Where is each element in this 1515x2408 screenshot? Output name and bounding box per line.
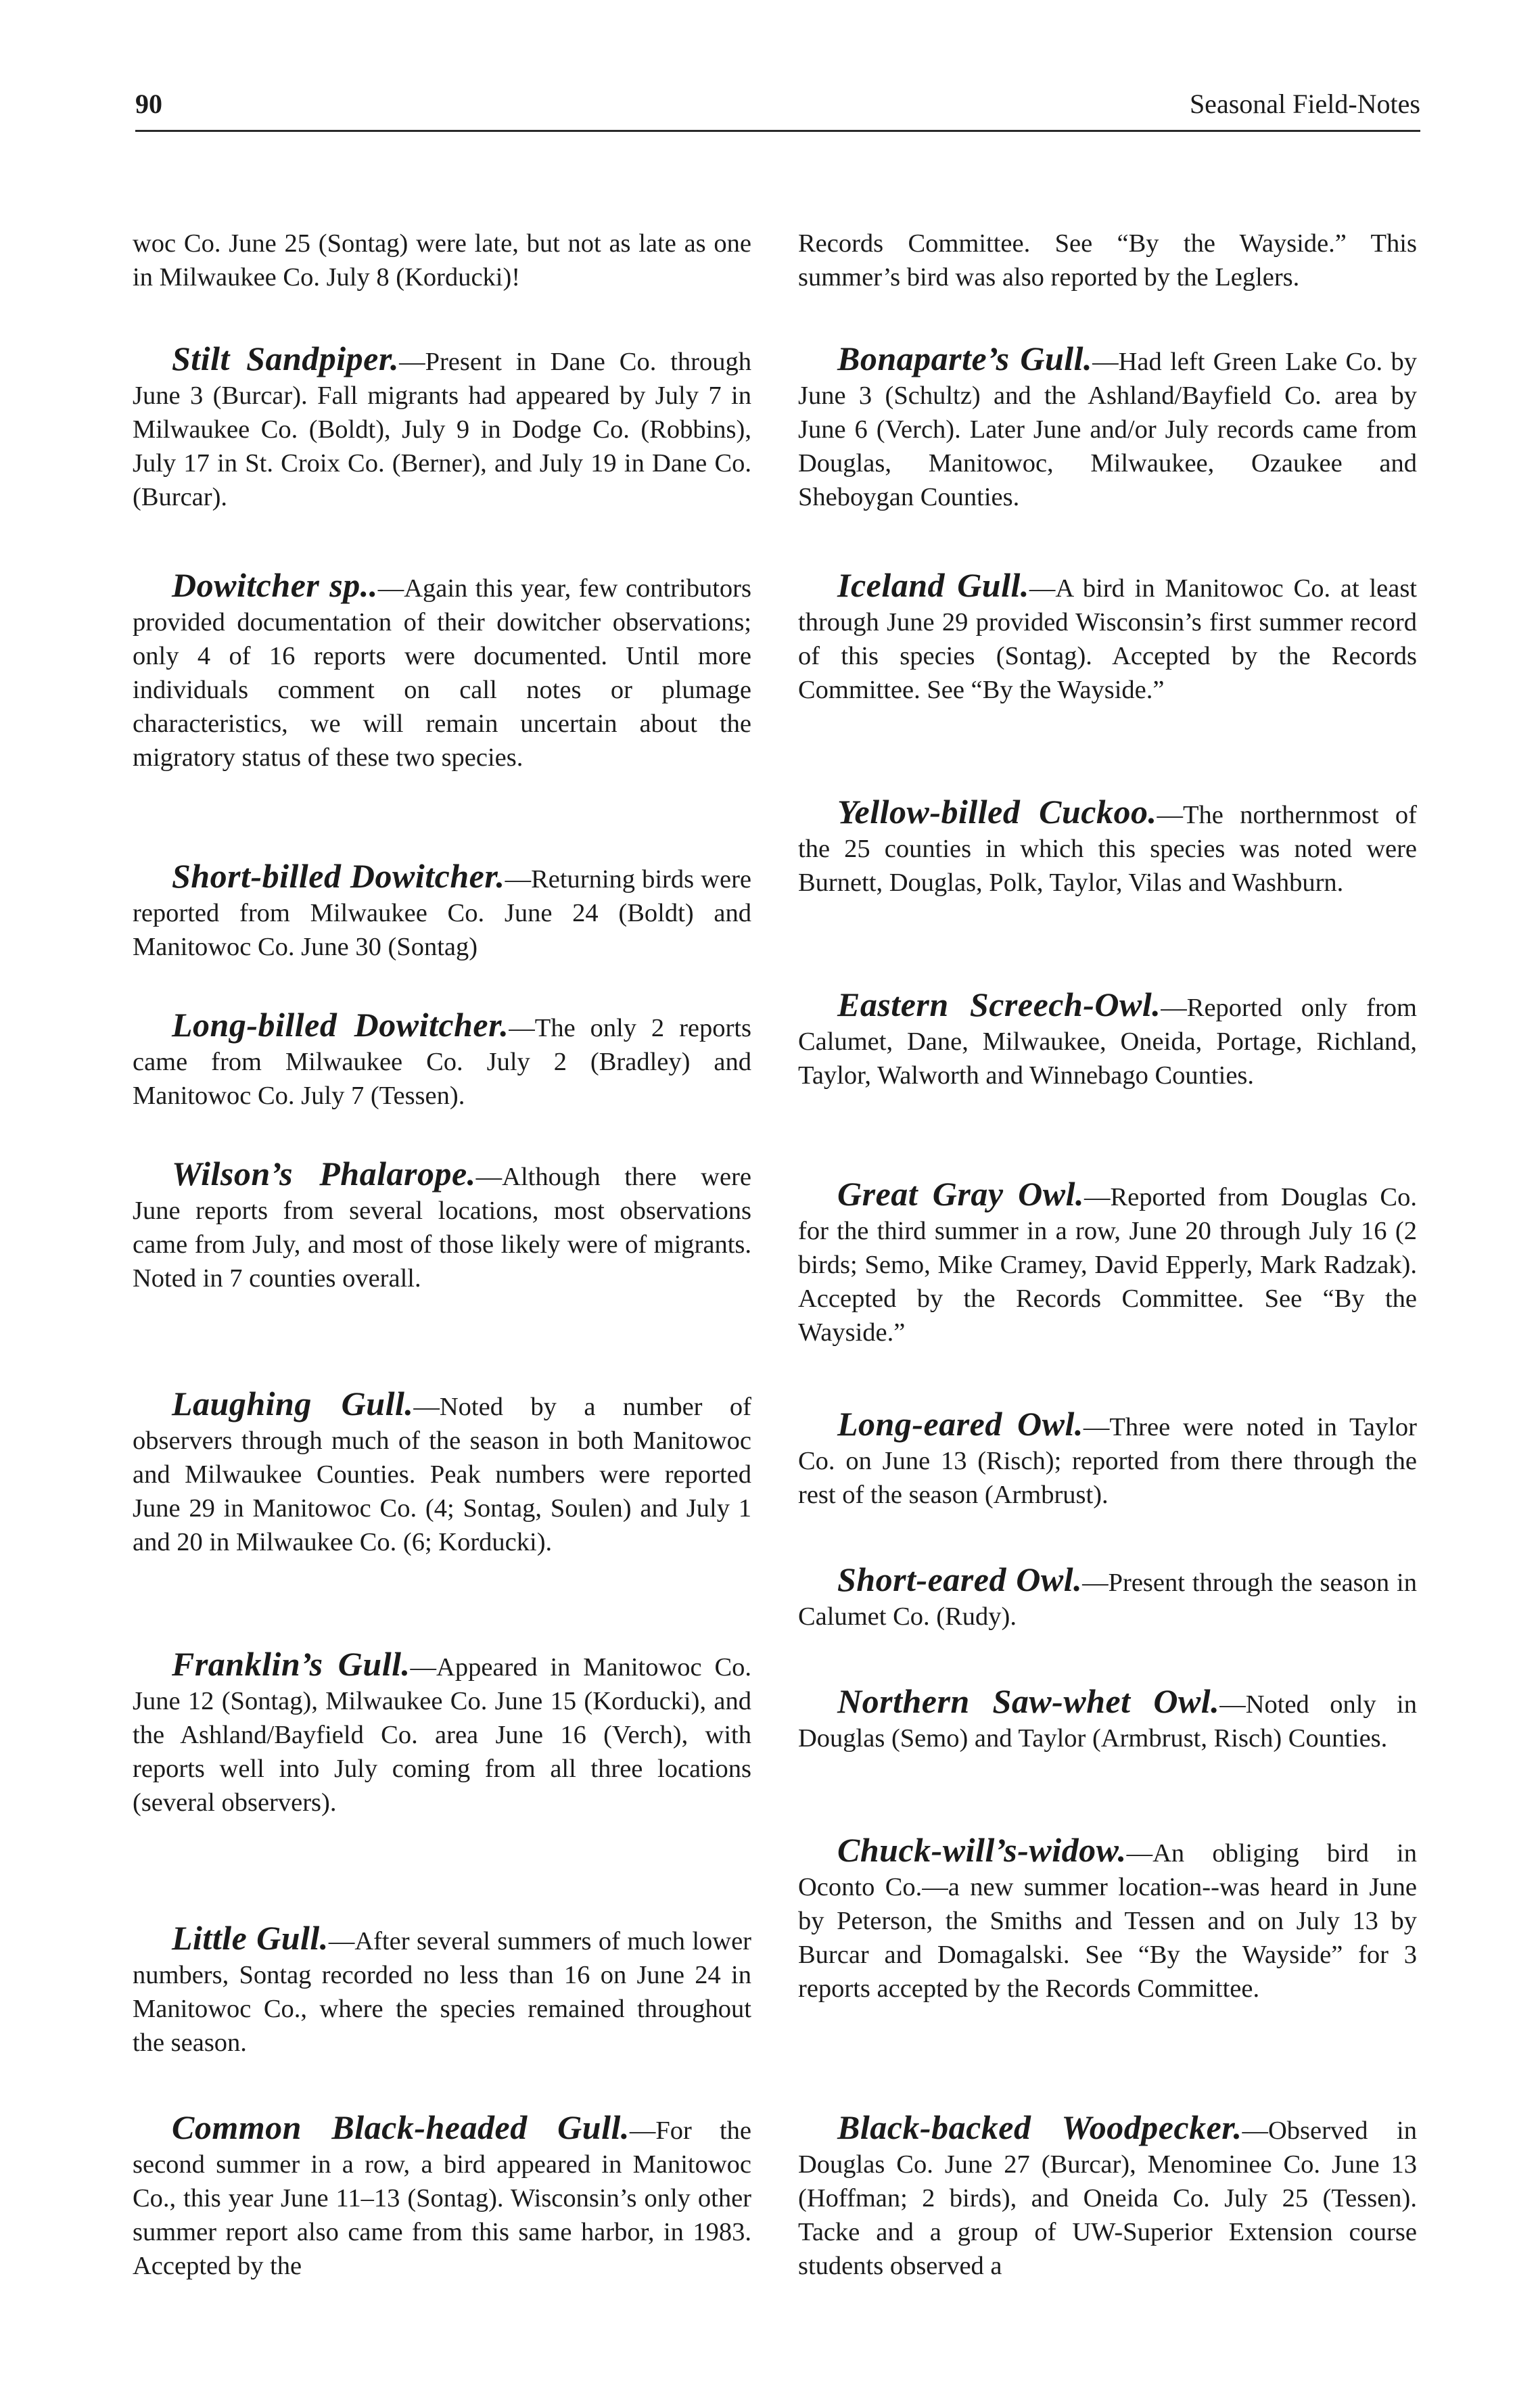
entry-text: —Present through the season in Calumet Co. (Rudy). <box>798 1569 1418 1631</box>
species-entry <box>133 1647 751 1820</box>
entry-text: —Present in Dane Co. through June 3 (Burcar). Fall migrants had appeared by July 7 in Milwaukee Co. (Boldt), July 9 in Dodge Co. (Robbins), July 17 in St. Croix Co. (Berner), and July 19 in Dane Co. (Burcar). <box>133 348 751 511</box>
entry-text: —Three were noted in Taylor Co. on June 13 (Risch); reported from there through the rest of the season (Armbrust). <box>798 1413 1417 1509</box>
species-entry <box>798 988 1417 1092</box>
entry-text: —Reported only from Calumet, Dane, Milwaukee, Oneida, Portage, Richland, Taylor, Walworth and Winnebago Counties. <box>798 994 1417 1090</box>
species-entry <box>798 2110 1417 2283</box>
page-number: 90 <box>135 89 162 119</box>
species-entry <box>133 223 751 294</box>
entry-text: —Although there were June reports from several locations, most observations came from July, and most of those likely were of migrants. Noted in 7 counties overall. <box>133 1163 751 1293</box>
species-entry <box>798 1684 1417 1755</box>
species-name: Little Gull. <box>172 1919 329 1957</box>
species-entry <box>798 1562 1417 1634</box>
entry-text: —Appeared in Manitowoc Co. June 12 (Sontag), Milwaukee Co. June 15 (Korducki), and the Ashland/Bayfield Co. area June 16 (Verch), with reports well into July coming from all three locations (several observers). <box>133 1653 751 1817</box>
entry-text: woc Co. June 25 (Sontag) were late, but not as late as one in Milwaukee Co. July 8 (Korducki)! <box>133 229 751 292</box>
species-entry <box>798 342 1417 514</box>
species-name: Long-billed Dowitcher. <box>172 1006 509 1044</box>
entry-text: —For the second summer in a row, a bird appeared in Manitowoc Co., this year June 11–13 (Sontag). Wisconsin’s only other summer report also came from this same harbor, in 1983. Accepted by the <box>133 2116 751 2280</box>
species-name: Laughing Gull. <box>172 1385 414 1422</box>
species-name: Yellow-billed Cuckoo. <box>837 793 1157 831</box>
species-entry <box>798 1177 1417 1349</box>
page-header <box>135 88 1420 132</box>
entry-text: —Observed in Douglas Co. June 27 (Burcar), Menominee Co. June 13 (Hoffman; 2 birds), and Oneida Co. July 25 (Tessen). Tacke and a group of UW-Superior Extension course students observed a <box>798 2116 1418 2280</box>
species-name: Black-backed Woodpecker. <box>837 2108 1242 2146</box>
entry-text: —Reported from Douglas Co. for the third summer in a row, June 20 through July 16 (2 birds; Semo, Mike Cramey, David Epperly, Mark Radzak). Accepted by the Records Committee. See “By the Wayside.” <box>798 1183 1417 1347</box>
species-entry <box>798 795 1417 900</box>
species-entry <box>133 1157 751 1295</box>
species-name: Wilson’s Phalarope. <box>172 1155 476 1193</box>
species-entry <box>133 2110 751 2283</box>
species-name: Short-billed Dowitcher. <box>172 857 505 895</box>
entry-text: —Noted only in Douglas (Semo) and Taylor (Armbrust, Risch) Counties. <box>798 1690 1418 1753</box>
species-entry <box>133 1921 751 2060</box>
species-name: Common Black-headed Gull. <box>172 2108 630 2146</box>
species-entry <box>133 1387 751 1559</box>
species-name: Eastern Screech-Owl. <box>837 986 1161 1023</box>
species-entry <box>798 568 1417 707</box>
entry-text: —Again this year, few contributors provided documentation of their dowitcher observations; only 4 of 16 reports were documented. Until more individuals comment on call notes or plumage characteristics, we will remain uncertain about the migratory status of these two species. <box>133 574 751 772</box>
species-name: Iceland Gull. <box>837 566 1029 604</box>
entry-text: —The northernmost of the 25 counties in which this species was noted were Burnett, Douglas, Polk, Taylor, Vilas and Washburn. <box>798 801 1417 897</box>
species-entry <box>133 342 751 514</box>
entry-text: —The only 2 reports came from Milwaukee Co. July 2 (Bradley) and Manitowoc Co. July 7 (Tessen). <box>133 1014 751 1110</box>
species-name: Long-eared Owl. <box>837 1405 1083 1443</box>
species-entry <box>133 859 751 964</box>
entry-text: —After several summers of much lower numbers, Sontag recorded no less than 16 on June 24 in Manitowoc Co., where the species remained throughout the season. <box>133 1927 751 2057</box>
entry-text: —A bird in Manitowoc Co. at least through June 29 provided Wisconsin’s first summer record of this species (Sontag). Accepted by the Records Committee. See “By the Wayside.” <box>798 574 1417 704</box>
species-entry <box>798 1407 1417 1512</box>
species-entry <box>133 1008 751 1113</box>
species-name: Bonaparte’s Gull. <box>837 340 1093 377</box>
species-name: Northern Saw-whet Owl. <box>837 1682 1220 1720</box>
entry-text: —Returning birds were reported from Milwaukee Co. June 24 (Boldt) and Manitowoc Co. June 30 (Sontag) <box>133 865 751 961</box>
entry-text: Records Committee. See “By the Wayside.” This summer’s bird was also reported by the Leglers. <box>798 229 1417 292</box>
species-entry <box>133 568 751 774</box>
species-name: Stilt Sandpiper. <box>172 340 400 377</box>
running-head: Seasonal Field-Notes <box>1189 89 1420 119</box>
species-name: Franklin’s Gull. <box>172 1645 411 1683</box>
entry-text: —Had left Green Lake Co. by June 3 (Schultz) and the Ashland/Bayfield Co. area by June 6 (Verch). Later June and/or July records came from Douglas, Manitowoc, Milwaukee, Ozaukee and Sheboygan Counties. <box>798 348 1417 511</box>
species-name: Chuck-will’s-widow. <box>837 1831 1127 1869</box>
species-entry <box>798 1833 1417 2006</box>
species-name: Short-eared Owl. <box>837 1560 1083 1598</box>
species-name: Great Gray Owl. <box>837 1175 1084 1213</box>
species-name: Dowitcher sp.. <box>172 566 378 604</box>
entry-text: —An obliging bird in Oconto Co.—a new summer location--was heard in June by Peterson, the Smiths and Tessen and on July 13 by Burcar and Domagalski. See “By the Wayside” for 3 reports accepted by the Records Committee. <box>798 1839 1417 2003</box>
species-entry <box>798 223 1417 294</box>
entry-text: —Noted by a number of observers through much of the season in both Manitowoc and Milwaukee Counties. Peak numbers were reported June 29 in Manitowoc Co. (4; Sontag, Soulen) and July 1 and 20 in Milwaukee Co. (6; Korducki). <box>133 1393 751 1556</box>
